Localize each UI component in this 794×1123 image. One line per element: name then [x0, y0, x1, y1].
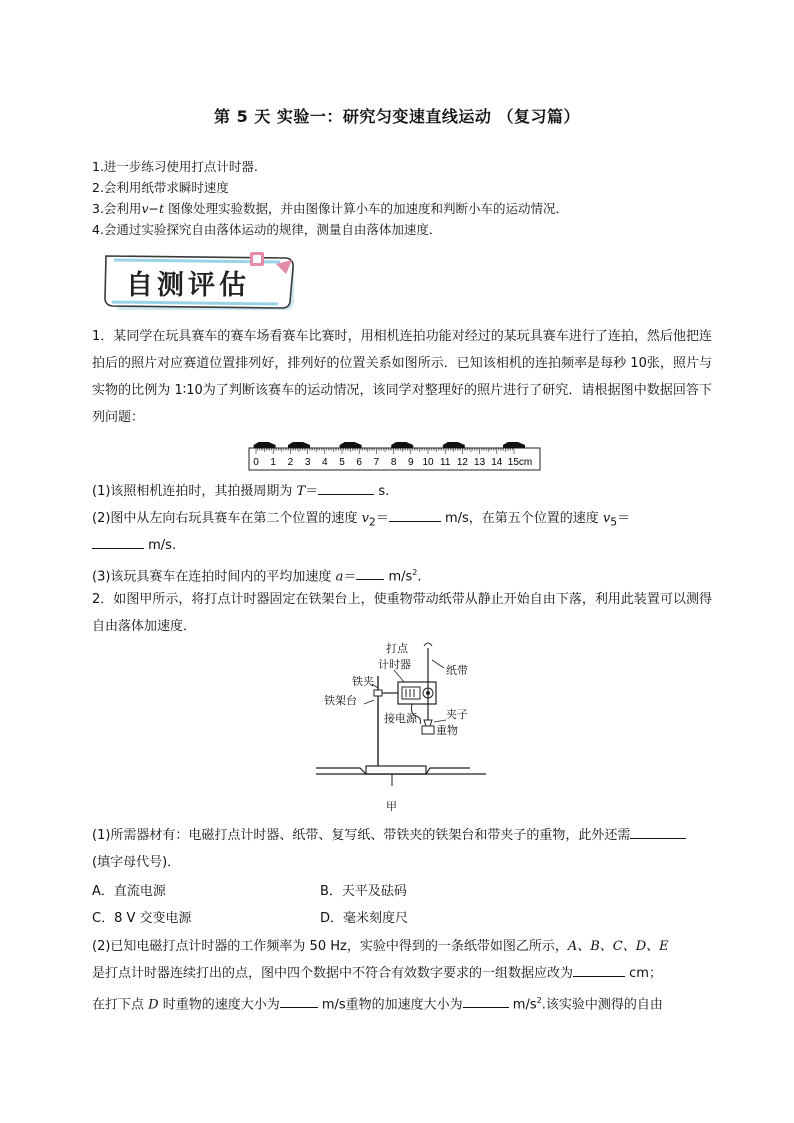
- label-tiejia: 铁夹: [352, 675, 374, 688]
- answer-blank[interactable]: [389, 506, 441, 522]
- q1-part1: (1)该照相机连拍时，其拍摄周期为 T＝ s.: [92, 478, 712, 505]
- race-car-icon: [340, 442, 362, 448]
- answer-blank[interactable]: [463, 992, 509, 1008]
- q1-part2-cont: m/s.: [92, 532, 712, 559]
- label-zhongwu: 重物: [436, 724, 458, 737]
- objective-1: 1.进一步练习使用打点计时器.: [92, 159, 258, 174]
- ruler-figure: [248, 438, 542, 472]
- ruler-tick-label: 3: [304, 457, 311, 468]
- answer-blank[interactable]: [318, 479, 374, 495]
- race-car-icon: [391, 442, 413, 448]
- q2-part2-line1: (2)已知电磁打点计时器的工作频率为 50 Hz，实验中得到的一条纸带如图乙所示，A、B、C、D、E: [92, 939, 669, 954]
- race-car-icon: [288, 442, 310, 448]
- ruler-tick-label: 12: [456, 457, 468, 468]
- option-b: B．天平及砝码: [320, 884, 407, 899]
- ruler-tick-label: 1: [270, 457, 276, 468]
- answer-blank[interactable]: [92, 533, 144, 549]
- option-c: C．8 V 交变电源: [92, 911, 192, 926]
- q2-part1-cont: (填字母代号)．: [92, 855, 181, 870]
- option-d: D．毫米刻度尺: [320, 911, 409, 926]
- option-a: A．直流电源: [92, 884, 166, 899]
- banner-text: 自测评估: [126, 270, 250, 301]
- label-tiejiatai: 铁架台: [324, 694, 357, 707]
- label-zhidai: 纸带: [446, 664, 468, 677]
- ruler-tick-label: 6: [356, 457, 362, 468]
- q2-part2-line3: 在打下点 D 时重物的速度大小为 m/s重物的加速度大小为 $m/s^2$.该实验中测得的自由: [92, 987, 712, 1018]
- answer-blank[interactable]: [630, 823, 686, 839]
- ruler-tick-label: 15cm: [507, 457, 533, 468]
- race-car-icon: [503, 442, 525, 448]
- label-jiazi: 夹子: [446, 708, 468, 721]
- ruler-tick-label: 11: [440, 457, 451, 468]
- label-dadian: 打点: [386, 642, 408, 655]
- ruler-tick-label: 14: [491, 457, 503, 468]
- apparatus-figure: [316, 640, 486, 818]
- ruler-tick-label: 13: [474, 457, 486, 468]
- race-car-icon: [254, 442, 276, 448]
- ruler-tick-label: 5: [339, 457, 345, 468]
- ruler-tick-label: 0: [253, 457, 259, 468]
- q1-part3: (3)该玩具赛车在连拍时间内的平均加速度 $a= m/s^2$.: [92, 559, 712, 590]
- page-title: 第 5 天 实验一：研究匀变速直线运动 （复习篇）: [214, 107, 580, 126]
- answer-blank[interactable]: [356, 564, 384, 580]
- objective-4: 4.会通过实验探究自由落体运动的规律，测量自由落体加速度．: [92, 222, 442, 237]
- ruler-tick-label: 10: [422, 457, 434, 468]
- q2-intro: 2．如图甲所示，将打点计时器固定在铁架台上，使重物带动纸带从静止开始自由下落，利用此装置可以测得自由落体加速度．: [92, 592, 712, 634]
- answer-blank[interactable]: [573, 961, 625, 977]
- ruler-tick-label: 7: [373, 457, 380, 468]
- ruler-tick-label: 9: [408, 457, 414, 468]
- q2-part1: (1)所需器材有：电磁打点计时器、纸带、复写纸、带铁夹的铁架台和带夹子的重物，此外还需: [92, 822, 712, 849]
- answer-blank[interactable]: [280, 992, 318, 1008]
- q1-intro: 1．某同学在玩具赛车的赛车场看赛车比赛时，用相机连拍功能对经过的某玩具赛车进行了连拍，然后他把连拍后的照片对应赛道位置排列好，排列好的位置关系如图所示．已知该相机的连拍频率是每秒 10张，照片与实物的比例为 1∶10为了判断该赛车的运动情况，该同学对整理好的照片进行了研究．请根据图中数据回答下列问题：: [92, 329, 712, 425]
- q2-part2-line2: 是打点计时器连续打出的点，图中四个数据中不符合有效数字要求的一组数据应改为 cm；: [92, 960, 712, 987]
- race-car-icon: [443, 442, 465, 448]
- label-jiadianyuan: 接电源: [384, 712, 417, 725]
- objective-3: 3.会利用v−t 图像处理实验数据，并由图像计算小车的加速度和判断小车的运动情况．: [92, 201, 568, 216]
- self-test-banner: [100, 250, 300, 316]
- ruler-tick-label: 4: [322, 457, 328, 468]
- ruler-tick-label: 2: [287, 457, 294, 468]
- label-jia: 甲: [386, 800, 397, 813]
- objective-2: 2.会利用纸带求瞬时速度: [92, 180, 229, 195]
- label-jishiqi: 计时器: [378, 658, 411, 671]
- ruler-tick-label: 8: [390, 457, 397, 468]
- q1-part2: (2)图中从左向右玩具赛车在第二个位置的速度 $v_2= m/s$，在第五个位置的速度 $v_5=$: [92, 505, 712, 536]
